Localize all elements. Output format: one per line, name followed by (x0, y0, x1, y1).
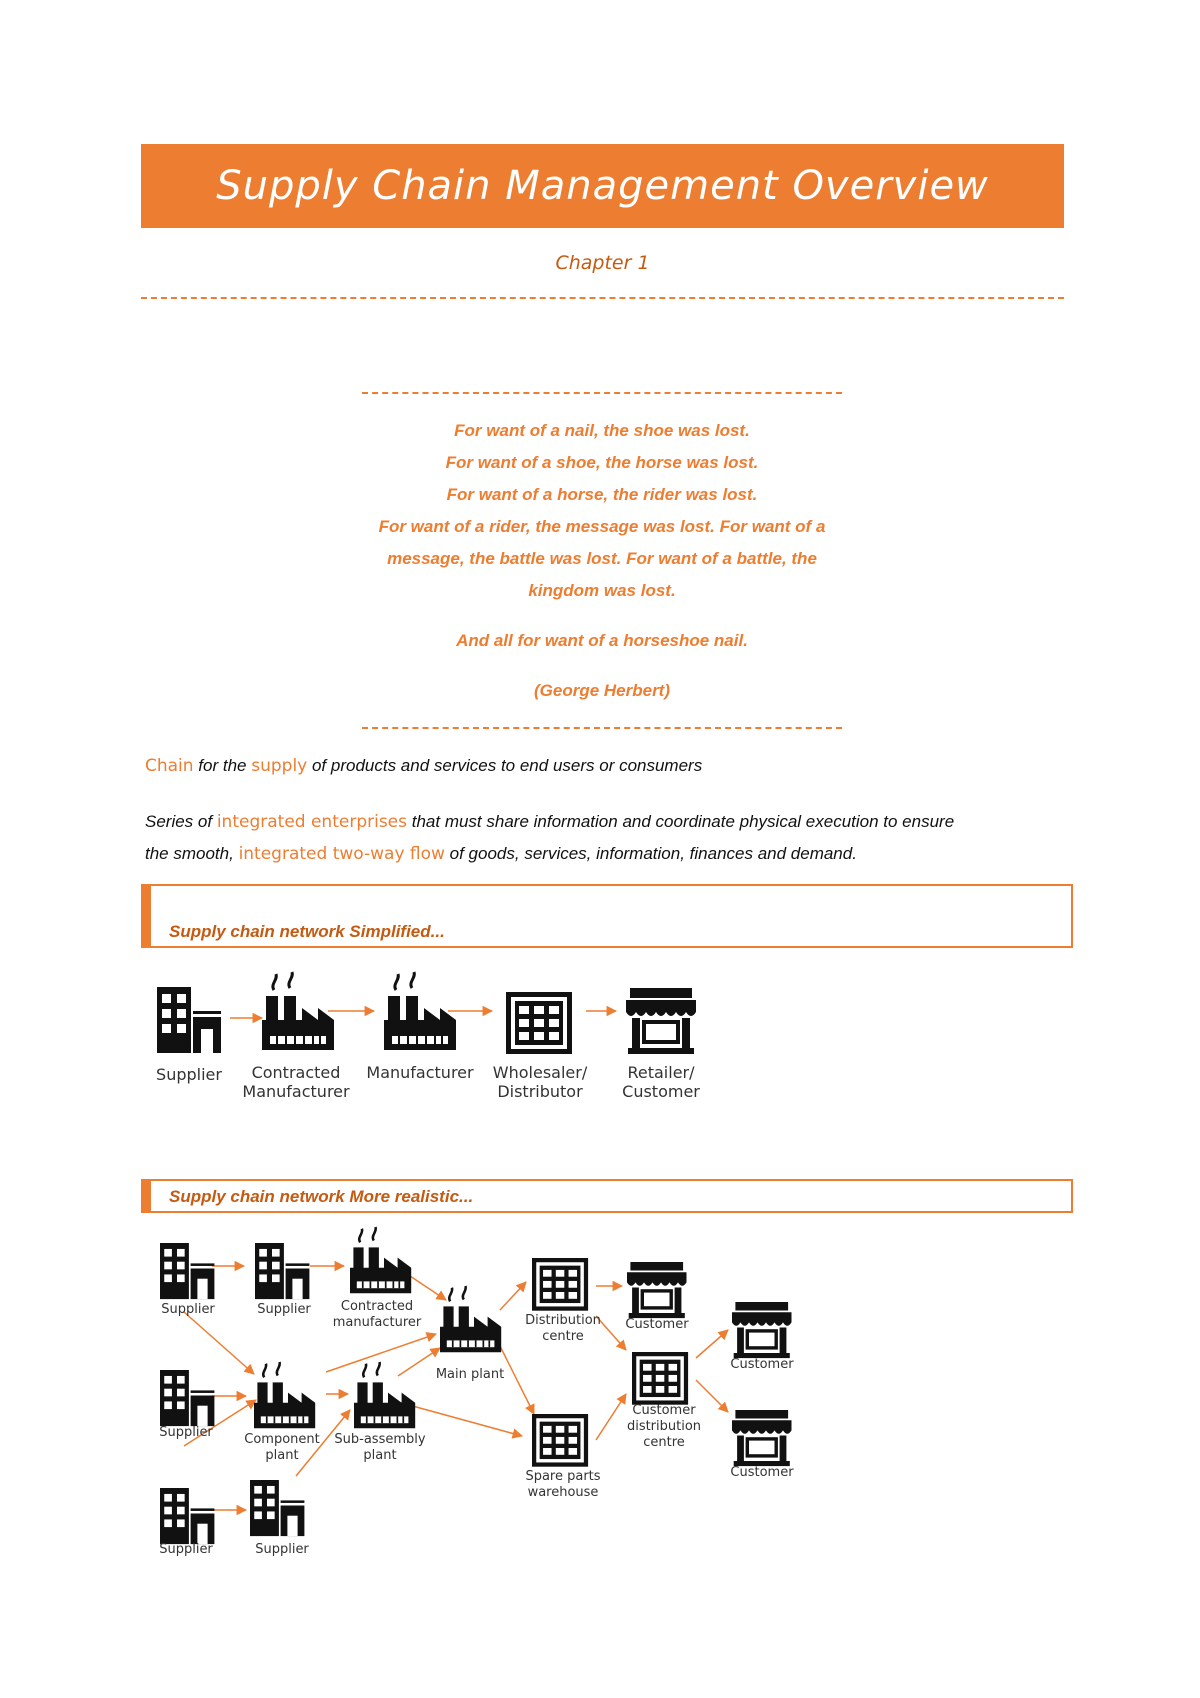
quote-closing: And all for want of a horseshoe nail. (456, 631, 748, 650)
node-label: plant (363, 1448, 397, 1463)
node-label: manufacturer (332, 1315, 422, 1330)
office-building-icon (160, 1370, 214, 1426)
diagram-node (250, 1480, 309, 1557)
node-label: Spare parts (525, 1469, 601, 1484)
node-label: Supplier (159, 1425, 213, 1440)
node-label: Supplier (159, 1542, 213, 1557)
node-label: Manufacturer (242, 1082, 350, 1101)
factory-icon (440, 1286, 501, 1352)
node-label: Customer (730, 1465, 794, 1480)
warehouse-icon (506, 992, 572, 1054)
section-title: Supply chain network More realistic... (169, 1187, 474, 1206)
highlight-integrated-enterprises: integrated enterprises (216, 812, 407, 832)
shop-icon (732, 1302, 792, 1358)
highlight-chain: Chain (145, 756, 194, 776)
factory-icon (384, 972, 456, 1050)
node-label: distribution (626, 1419, 702, 1434)
highlight-two-way-flow: integrated two-way flow (238, 844, 445, 864)
shop-icon (732, 1410, 792, 1466)
office-building-icon (250, 1480, 304, 1536)
node-label: Wholesaler/ (492, 1063, 588, 1082)
definition-text: of products and services to end users or consumers (311, 756, 703, 775)
office-building-icon (157, 987, 221, 1053)
diagram-node (625, 1262, 689, 1332)
node-label: centre (542, 1329, 584, 1344)
diagram-node (255, 1243, 311, 1317)
diagram-node (493, 992, 588, 1101)
office-building-icon (255, 1243, 309, 1299)
node-label: Supplier (156, 1065, 222, 1084)
office-building-icon (160, 1488, 214, 1544)
office-building-icon (160, 1243, 214, 1299)
node-label: Customer (625, 1317, 689, 1332)
node-label: Manufacturer (366, 1063, 474, 1082)
warehouse-icon (632, 1352, 688, 1405)
diagram-node (159, 1488, 214, 1557)
definition-text: for the (198, 756, 247, 775)
quote-author: (George Herbert) (533, 681, 671, 700)
node-label: centre (643, 1435, 685, 1450)
node-label: Supplier (161, 1302, 215, 1317)
node-label: Supplier (257, 1302, 311, 1317)
page-title: Supply Chain Management Overview (216, 163, 989, 209)
highlight-supply: supply (251, 756, 308, 776)
chapter-label: Chapter 1 (555, 252, 650, 274)
definition-text: the smooth, (145, 844, 234, 863)
diagram-node (622, 988, 700, 1101)
factory-icon (350, 1227, 411, 1293)
node-label: Component (244, 1432, 320, 1447)
diagram-node (244, 1362, 319, 1463)
diagram-node (436, 1286, 504, 1382)
definition-text: Series of (145, 812, 213, 831)
diagram-node (525, 1414, 600, 1500)
node-label: Distributor (497, 1082, 583, 1101)
diagram-node (627, 1352, 701, 1450)
quote-line: message, the battle was lost. For want of a battle, the (387, 549, 817, 568)
quote-line: For want of a nail, the shoe was lost. (454, 421, 750, 440)
diagram-node (160, 1243, 215, 1317)
node-label: Distribution (525, 1313, 601, 1328)
diagram-node (242, 972, 350, 1101)
definition-text: that must share information and coordinate physical execution to ensure (411, 812, 955, 831)
shop-icon (627, 1262, 687, 1318)
warehouse-icon (532, 1258, 588, 1311)
node-label: Retailer/ (627, 1063, 695, 1082)
node-label: plant (265, 1448, 299, 1463)
diagram-node (730, 1410, 794, 1480)
diagram-node (366, 972, 474, 1082)
factory-icon (262, 972, 334, 1050)
definition-text: of goods, services, information, finances and demand. (449, 844, 857, 863)
node-label: Main plant (435, 1367, 505, 1382)
quote-line: For want of a shoe, the horse was lost. (445, 453, 759, 472)
quote-line: kingdom was lost. (528, 581, 676, 600)
node-label: Customer (632, 1403, 696, 1418)
node-label: Customer (730, 1357, 794, 1372)
diagram-node (156, 987, 222, 1084)
diagram-node (159, 1370, 214, 1440)
quote-line: For want of a rider, the message was lost. For want of a (378, 517, 826, 536)
quote-line: For want of a horse, the rider was lost. (446, 485, 758, 504)
warehouse-icon (532, 1414, 588, 1467)
node-label: Customer (622, 1082, 700, 1101)
node-label: Contracted (251, 1063, 341, 1082)
shop-icon (626, 988, 696, 1054)
diagram-node (730, 1302, 794, 1372)
factory-icon (354, 1362, 415, 1428)
node-label: Contracted (340, 1299, 414, 1314)
node-label: Supplier (255, 1542, 309, 1557)
section-title: Supply chain network Simplified... (169, 922, 445, 941)
diagram-node (333, 1227, 422, 1330)
node-label: warehouse (527, 1485, 599, 1500)
diagram-node (525, 1258, 601, 1344)
factory-icon (254, 1362, 315, 1428)
node-label: Sub-assembly (334, 1432, 426, 1447)
